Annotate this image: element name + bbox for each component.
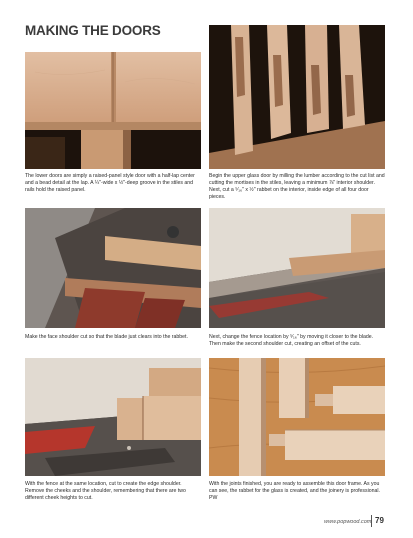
photo-raised-panel-door (25, 52, 201, 169)
photo-edge-shoulder-cut (25, 358, 201, 476)
caption-edge-shoulder-cut: With the fence at the same location, cut to create the edge shoulder. Remove the cheeks and the shoulder, remembering that there are two different cheek heights to cut. (25, 481, 186, 502)
caption-face-shoulder-cut: Make the face shoulder cut so that the blade just clears into the rabbet. (25, 334, 188, 340)
caption-finished-joints: With the joints finished, you are ready to assemble this door frame. As you can see, the rabbet for the glass is created, and the joinery is professional. PW (209, 481, 380, 502)
page-number: 79 (375, 516, 384, 525)
photo-mortised-stiles (209, 25, 385, 169)
footer-url: www.popwood.com (324, 519, 372, 525)
photo-second-shoulder-cut (209, 208, 385, 328)
page-title: MAKING THE DOORS (25, 23, 161, 38)
footer-divider (371, 515, 372, 527)
caption-second-shoulder-cut: Next, change the fence location by ⁵⁄₁₆" by moving it closer to the blade. Then make the second shoulder cut, creating an offset of the cuts. (209, 334, 374, 348)
photo-finished-joints (209, 358, 385, 476)
caption-mortised-stiles: Begin the upper glass door by milling the lumber according to the cut list and cutting the mortises in the stiles, leaving a minimum ⅞" interior shoulder. Next, cut a ⁵⁄₁₆" x ½" rabbet on the interior, inside edge of all four door pieces. (209, 173, 385, 201)
photo-face-shoulder-cut (25, 208, 201, 328)
caption-raised-panel-door: The lower doors are simply a raised-panel style door with a half-lap center and a bead detail at the lap. A ¼"-wide x ½"-deep groove in the stiles and rails hold the raised panel. (25, 173, 195, 194)
